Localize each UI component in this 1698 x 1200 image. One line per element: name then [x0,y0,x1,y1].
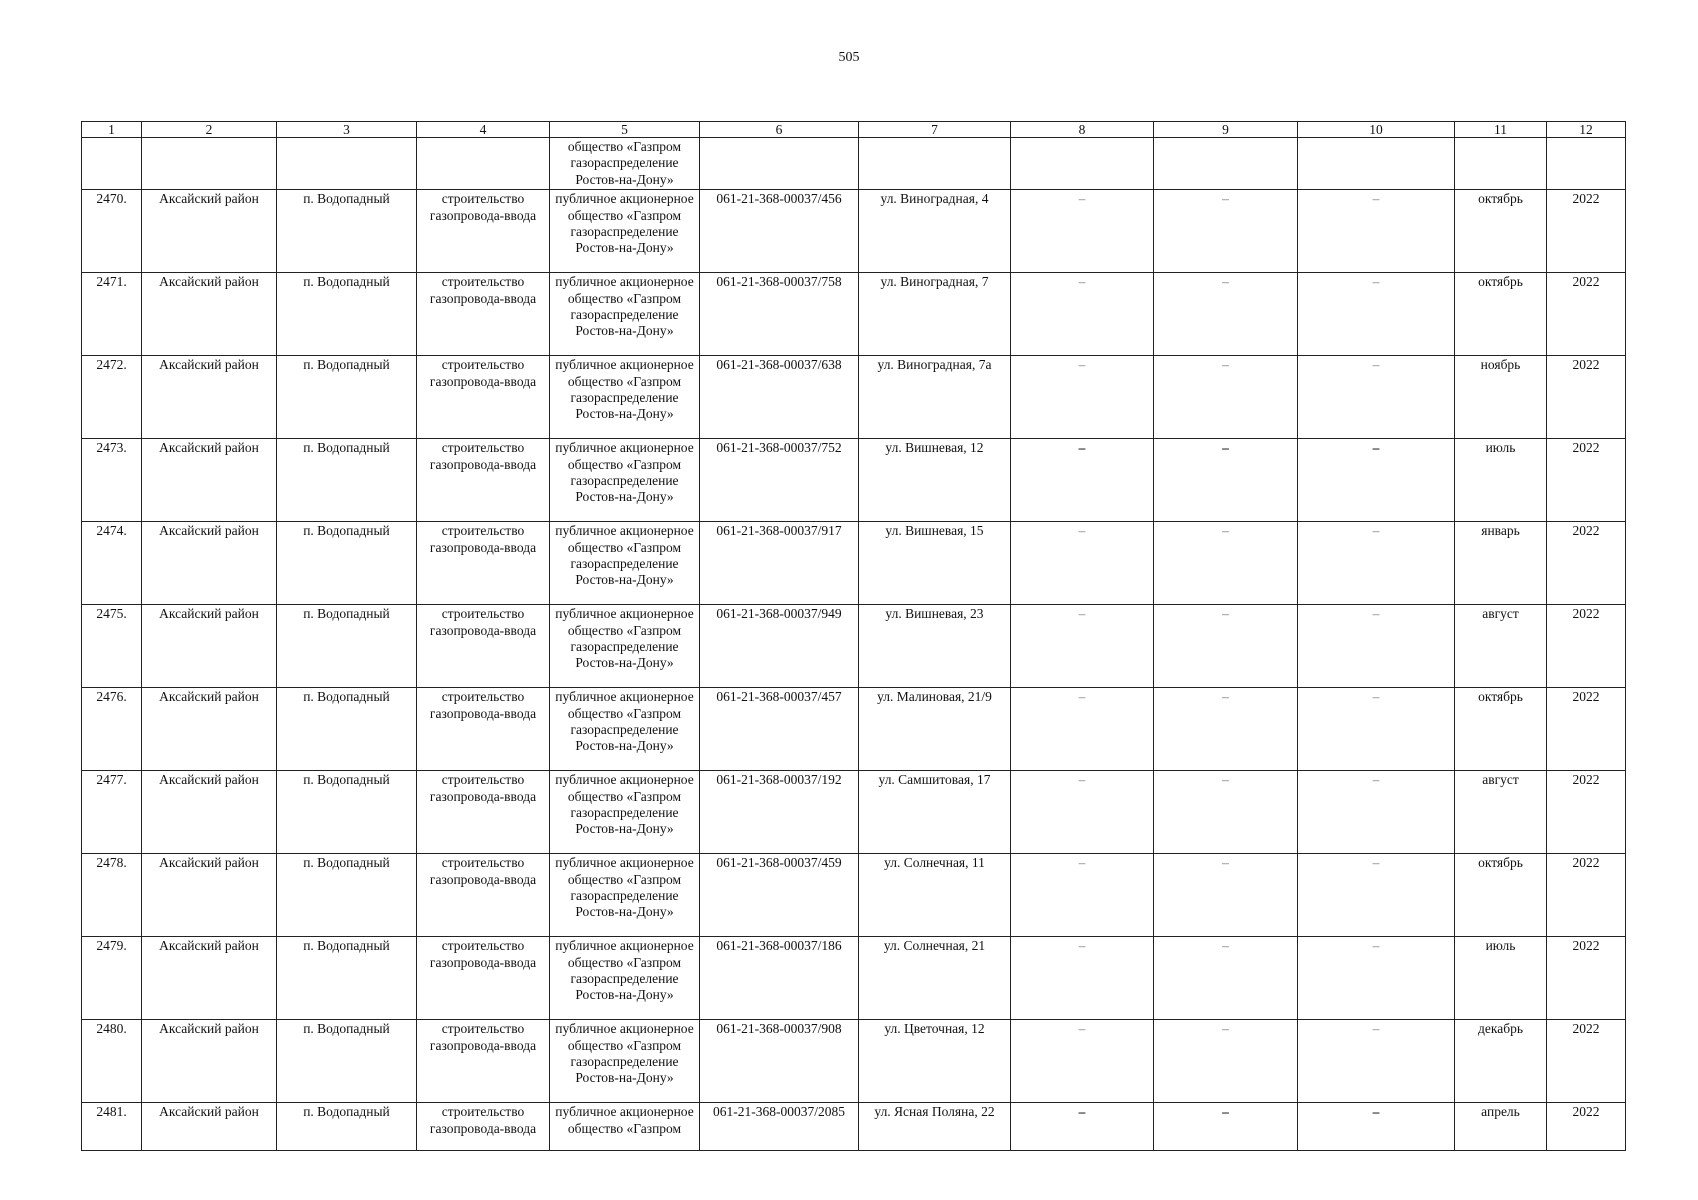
district-cell: Аксайский район [142,356,277,439]
row-number-cell: 2473. [82,439,142,522]
column-8-cell: – [1011,522,1154,605]
work-type-cell: строительство газопровода-ввода [417,190,550,273]
settlement-cell: п. Водопадный [277,190,417,273]
district-cell: Аксайский район [142,522,277,605]
table-cell [417,138,550,190]
year-cell: 2022 [1547,522,1626,605]
month-cell: август [1455,771,1547,854]
address-cell: ул. Солнечная, 21 [859,937,1011,1020]
district-cell: Аксайский район [142,273,277,356]
row-number-cell: 2475. [82,605,142,688]
address-cell: ул. Солнечная, 11 [859,854,1011,937]
work-type-cell: строительство газопровода-ввода [417,273,550,356]
column-9-cell: – [1154,854,1298,937]
row-number-cell: 2481. [82,1103,142,1151]
month-cell: октябрь [1455,854,1547,937]
settlement-cell: п. Водопадный [277,771,417,854]
district-cell: Аксайский район [142,605,277,688]
column-10-cell: – [1298,1020,1455,1103]
organization-cell: публичное акционерное общество «Газпром газораспределение Ростов-на-Дону» [550,1020,700,1103]
column-10-cell: – [1298,605,1455,688]
row-number-cell: 2470. [82,190,142,273]
work-type-cell: строительство газопровода-ввода [417,1020,550,1103]
column-10-cell: – [1298,854,1455,937]
month-cell: июль [1455,439,1547,522]
column-8-cell: – [1011,688,1154,771]
year-cell: 2022 [1547,688,1626,771]
code-cell: 061-21-368-00037/459 [700,854,859,937]
work-type-cell: строительство газопровода-ввода [417,522,550,605]
column-8-cell: – [1011,1020,1154,1103]
settlement-cell: п. Водопадный [277,522,417,605]
code-cell: 061-21-368-00037/456 [700,190,859,273]
table-cell [1547,138,1626,190]
table-cell [700,138,859,190]
settlement-cell: п. Водопадный [277,937,417,1020]
district-cell: Аксайский район [142,190,277,273]
header-cell: 9 [1154,122,1298,138]
organization-cell: публичное акционерное общество «Газпром газораспределение Ростов-на-Дону» [550,937,700,1020]
organization-cell: публичное акционерное общество «Газпром газораспределение Ростов-на-Дону» [550,771,700,854]
month-cell: октябрь [1455,190,1547,273]
address-cell: ул. Ясная Поляна, 22 [859,1103,1011,1151]
table-cell [277,138,417,190]
column-10-cell: – [1298,356,1455,439]
organization-cell: публичное акционерное общество «Газпром газораспределение Ростов-на-Дону» [550,854,700,937]
header-cell: 1 [82,122,142,138]
table-cell [142,138,277,190]
settlement-cell: п. Водопадный [277,439,417,522]
page-number: 505 [838,50,860,65]
organization-cell: публичное акционерное общество «Газпром газораспределение Ростов-на-Дону» [550,522,700,605]
header-cell: 8 [1011,122,1154,138]
header-cell: 2 [142,122,277,138]
column-9-cell: – [1154,1103,1298,1151]
column-10-cell: – [1298,937,1455,1020]
month-cell: апрель [1455,1103,1547,1151]
table-cell [1011,138,1154,190]
address-cell: ул. Виноградная, 7а [859,356,1011,439]
column-9-cell: – [1154,273,1298,356]
work-type-cell: строительство газопровода-ввода [417,356,550,439]
address-cell: ул. Виноградная, 4 [859,190,1011,273]
header-cell: 7 [859,122,1011,138]
settlement-cell: п. Водопадный [277,605,417,688]
month-cell: октябрь [1455,273,1547,356]
year-cell: 2022 [1547,854,1626,937]
settlement-cell: п. Водопадный [277,273,417,356]
column-10-cell: – [1298,688,1455,771]
month-cell: декабрь [1455,1020,1547,1103]
header-cell: 10 [1298,122,1455,138]
district-cell: Аксайский район [142,1020,277,1103]
work-type-cell: строительство газопровода-ввода [417,771,550,854]
row-number-cell: 2474. [82,522,142,605]
column-8-cell: – [1011,854,1154,937]
year-cell: 2022 [1547,273,1626,356]
column-9-cell: – [1154,771,1298,854]
code-cell: 061-21-368-00037/949 [700,605,859,688]
address-cell: ул. Самшитовая, 17 [859,771,1011,854]
table-row [82,937,1626,1020]
table-row [82,771,1626,854]
row-number-cell: 2472. [82,356,142,439]
work-type-cell: строительство газопровода-ввода [417,605,550,688]
year-cell: 2022 [1547,937,1626,1020]
settlement-cell: п. Водопадный [277,356,417,439]
district-cell: Аксайский район [142,771,277,854]
table-row [82,1103,1626,1151]
row-number-cell: 2480. [82,1020,142,1103]
table-row [82,1020,1626,1103]
column-8-cell: – [1011,273,1154,356]
code-cell: 061-21-368-00037/2085 [700,1103,859,1151]
row-number-cell: 2479. [82,937,142,1020]
code-cell: 061-21-368-00037/192 [700,771,859,854]
code-cell: 061-21-368-00037/638 [700,356,859,439]
table-row [82,439,1626,522]
column-8-cell: – [1011,771,1154,854]
settlement-cell: п. Водопадный [277,688,417,771]
row-number-cell: 2477. [82,771,142,854]
year-cell: 2022 [1547,1103,1626,1151]
table-cell [1154,138,1298,190]
code-cell: 061-21-368-00037/758 [700,273,859,356]
column-8-cell: – [1011,190,1154,273]
code-cell: 061-21-368-00037/752 [700,439,859,522]
table-row [82,273,1626,356]
code-cell: 061-21-368-00037/457 [700,688,859,771]
column-10-cell: – [1298,522,1455,605]
table-cell [1298,138,1455,190]
year-cell: 2022 [1547,1020,1626,1103]
code-cell: 061-21-368-00037/917 [700,522,859,605]
organization-cell: публичное акционерное общество «Газпром газораспределение Ростов-на-Дону» [550,356,700,439]
year-cell: 2022 [1547,356,1626,439]
organization-cell: публичное акционерное общество «Газпром газораспределение Ростов-на-Дону» [550,273,700,356]
year-cell: 2022 [1547,771,1626,854]
table-row [82,190,1626,273]
district-cell: Аксайский район [142,688,277,771]
column-9-cell: – [1154,439,1298,522]
header-row [82,122,1626,138]
header-cell: 5 [550,122,700,138]
table-row [82,522,1626,605]
year-cell: 2022 [1547,439,1626,522]
header-cell: 4 [417,122,550,138]
organization-cell: публичное акционерное общество «Газпром газораспределение Ростов-на-Дону» [550,605,700,688]
month-cell: ноябрь [1455,356,1547,439]
table-row [82,605,1626,688]
column-10-cell: – [1298,1103,1455,1151]
address-cell: ул. Вишневая, 12 [859,439,1011,522]
table-cell [1455,138,1547,190]
month-cell: июль [1455,937,1547,1020]
settlement-cell: п. Водопадный [277,854,417,937]
settlement-cell: п. Водопадный [277,1020,417,1103]
header-cell: 11 [1455,122,1547,138]
table-row [82,356,1626,439]
column-9-cell: – [1154,1020,1298,1103]
column-9-cell: – [1154,937,1298,1020]
row-number-cell: 2471. [82,273,142,356]
district-cell: Аксайский район [142,439,277,522]
address-cell: ул. Вишневая, 23 [859,605,1011,688]
header-cell: 6 [700,122,859,138]
month-cell: январь [1455,522,1547,605]
column-9-cell: – [1154,190,1298,273]
address-cell: ул. Цветочная, 12 [859,1020,1011,1103]
data-table [81,121,1626,1151]
column-10-cell: – [1298,439,1455,522]
column-10-cell: – [1298,771,1455,854]
column-8-cell: – [1011,439,1154,522]
code-cell: 061-21-368-00037/908 [700,1020,859,1103]
district-cell: Аксайский район [142,1103,277,1151]
settlement-cell: п. Водопадный [277,1103,417,1151]
header-cell: 3 [277,122,417,138]
column-8-cell: – [1011,356,1154,439]
month-cell: август [1455,605,1547,688]
column-9-cell: – [1154,688,1298,771]
work-type-cell: строительство газопровода-ввода [417,854,550,937]
table-cell [859,138,1011,190]
table-row [82,688,1626,771]
column-8-cell: – [1011,937,1154,1020]
year-cell: 2022 [1547,605,1626,688]
organization-cell: публичное акционерное общество «Газпром газораспределение Ростов-на-Дону» [550,688,700,771]
column-8-cell: – [1011,605,1154,688]
column-9-cell: – [1154,605,1298,688]
district-cell: Аксайский район [142,937,277,1020]
work-type-cell: строительство газопровода-ввода [417,1103,550,1151]
table-cell [82,138,142,190]
address-cell: ул. Вишневая, 15 [859,522,1011,605]
district-cell: Аксайский район [142,854,277,937]
code-cell: 061-21-368-00037/186 [700,937,859,1020]
table-row [82,854,1626,937]
organization-cell: публичное акционерное общество «Газпром газораспределение Ростов-на-Дону» [550,439,700,522]
header-cell: 12 [1547,122,1626,138]
org-cell: общество «Газпром газораспределение Ростов-на-Дону» [550,138,700,190]
column-9-cell: – [1154,356,1298,439]
column-10-cell: – [1298,273,1455,356]
month-cell: октябрь [1455,688,1547,771]
continuation-row [82,138,1626,190]
column-10-cell: – [1298,190,1455,273]
column-8-cell: – [1011,1103,1154,1151]
address-cell: ул. Виноградная, 7 [859,273,1011,356]
work-type-cell: строительство газопровода-ввода [417,688,550,771]
organization-cell: публичное акционерное общество «Газпром газораспределение Ростов-на-Дону» [550,190,700,273]
column-9-cell: – [1154,522,1298,605]
organization-cell: публичное акционерное общество «Газпром [550,1103,700,1151]
work-type-cell: строительство газопровода-ввода [417,937,550,1020]
row-number-cell: 2478. [82,854,142,937]
work-type-cell: строительство газопровода-ввода [417,439,550,522]
year-cell: 2022 [1547,190,1626,273]
row-number-cell: 2476. [82,688,142,771]
address-cell: ул. Малиновая, 21/9 [859,688,1011,771]
